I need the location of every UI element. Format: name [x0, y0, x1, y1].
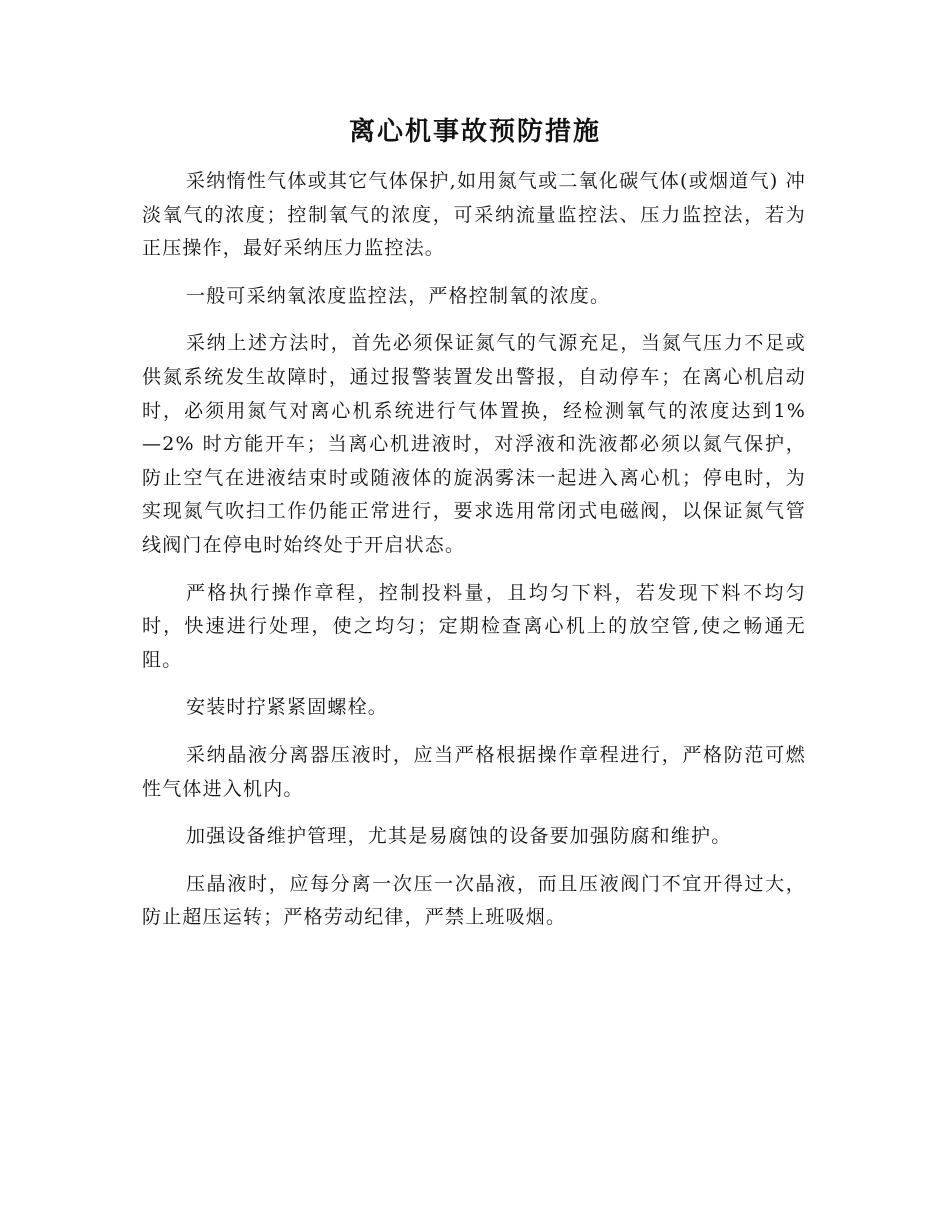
paragraph: 采纳上述方法时，首先必须保证氮气的气源充足，当氮气压力不足或供氮系统发生故障时，通过报警装置发出警报，自动停车；在离心机启动时，必须用氮气对离心机系统进行气体置换，经检测氧气的浓度达到1% —2% 时方能开车；当离心机进液时，对浮液和洗液都必须以氮气保护，防止空气在进液结束时或随液体的旋涡雾沫一起进入离心机；停电时，为实现氮气吹扫工作仍能正常进行，要求选用常闭式电磁阀，以保证氮气管线阀门在停电时始终处于开启状态。 — [142, 332, 806, 556]
paragraph: 严格执行操作章程，控制投料量，且均匀下料，若发现下料不均匀时，快速进行处理，使之均匀；定期检查离心机上的放空管,使之畅通无阻。 — [142, 581, 806, 671]
document-body — [142, 165, 806, 949]
document-title: 离心机事故预防措施 — [348, 117, 601, 147]
paragraph: 一般可采纳氧浓度监控法，严格控制氧的浓度。 — [186, 284, 611, 307]
paragraph: 采纳晶液分离器压液时，应当严格根据操作章程进行，严格防范可燃性气体进入机内。 — [142, 743, 806, 800]
paragraph: 安装时拧紧紧固螺栓。 — [186, 696, 389, 719]
paragraph: 加强设备维护管理，尤其是易腐蚀的设备要加强防腐和维护。 — [186, 825, 732, 848]
paragraph: 采纳惰性气体或其它气体保护,如用氮气或二氧化碳气体(或烟道气) 冲淡氧气的浓度；控制氧气的浓度，可采纳流量监控法、压力监控法，若为正压操作，最好采纳压力监控法。 — [142, 170, 806, 260]
paragraph: 压晶液时，应每分离一次压一次晶液，而且压液阀门不宜开得过大，防止超压运转；严格劳动纪律，严禁上班吸烟。 — [142, 872, 806, 929]
